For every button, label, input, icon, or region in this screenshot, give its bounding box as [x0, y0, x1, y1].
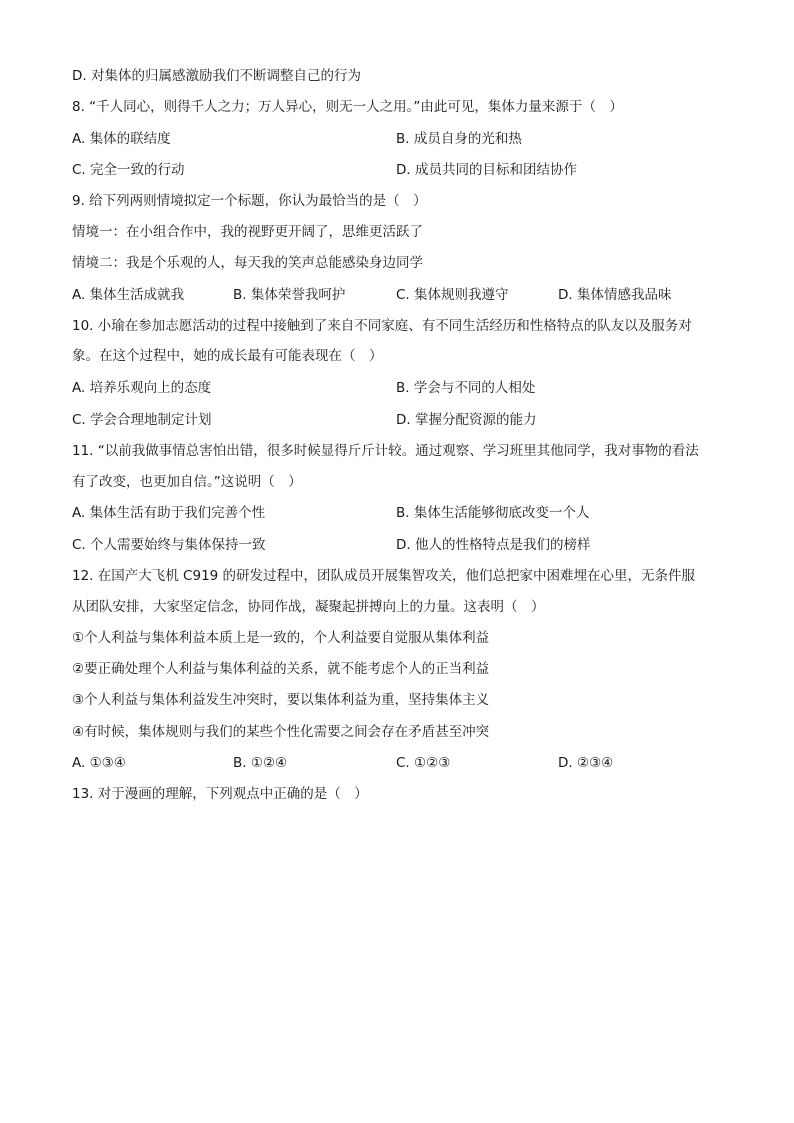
q12-statement-2: ②要正确处理个人利益与集体利益的关系，就不能考虑个人的正当利益 [72, 661, 490, 677]
q10-stem-line-2: 象。在这个过程中，她的成长最有可能表现在（ ） [72, 348, 383, 364]
q13-stem: 13. 对于漫画的理解，下列观点中正确的是（ ） [72, 786, 368, 802]
q12-option-c: C. ①②③ [396, 755, 451, 771]
q11-option-c: C. 个人需要始终与集体保持一致 [72, 537, 266, 553]
q8-option-d: D. 成员共同的目标和团结协作 [396, 162, 577, 178]
q8-option-a: A. 集体的联结度 [72, 131, 171, 147]
q9-option-d: D. 集体情感我品味 [558, 287, 672, 303]
q9-option-a: A. 集体生活成就我 [72, 287, 185, 303]
q10-option-a: A. 培养乐观向上的态度 [72, 380, 212, 396]
q12-stem-line-1: 12. 在国产大飞机 C919 的研发过程中，团队成员开展集智攻关，他们总把家中困难埋在心里，无条件服 [72, 568, 696, 584]
q9-scenario-1: 情境一：在小组合作中，我的视野更开阔了，思维更活跃了 [72, 224, 423, 240]
q12-statement-3: ③个人利益与集体利益发生冲突时，要以集体利益为重，坚持集体主义 [72, 692, 490, 708]
q12-statement-1: ①个人利益与集体利益本质上是一致的，个人利益要自觉服从集体利益 [72, 630, 490, 646]
q9-scenario-2: 情境二：我是个乐观的人，每天我的笑声总能感染身边同学 [72, 255, 423, 271]
q7-option-d: D. 对集体的归属感激励我们不断调整自己的行为 [72, 68, 361, 84]
q10-option-d: D. 掌握分配资源的能力 [396, 412, 537, 428]
q11-option-a: A. 集体生活有助于我们完善个性 [72, 505, 266, 521]
q11-stem-line-2: 有了改变，也更加自信。”这说明（ ） [72, 474, 302, 490]
q11-stem-line-1: 11. “以前我做事情总害怕出错，很多时候显得斤斤计较。通过观察、学习班里其他同学，我对事物的看法 [72, 443, 699, 459]
q12-statement-4: ④有时候，集体规则与我们的某些个性化需要之间会存在矛盾甚至冲突 [72, 724, 490, 740]
q9-stem: 9. 给下列两则情境拟定一个标题，你认为最恰当的是（ ） [72, 193, 427, 209]
q12-stem-line-2: 从团队安排，大家坚定信念，协同作战，凝聚起拼搏向上的力量。这表明（ ） [72, 599, 545, 615]
q8-stem: 8. “千人同心，则得千人之力；万人异心，则无一人之用。”由此可见，集体力量来源于（ ） [72, 99, 623, 115]
q8-option-c: C. 完全一致的行动 [72, 162, 185, 178]
q10-stem-line-1: 10. 小瑜在参加志愿活动的过程中接触到了来自不同家庭、有不同生活经历和性格特点的队友以及服务对 [72, 318, 692, 334]
q11-option-d: D. 他人的性格特点是我们的榜样 [396, 537, 591, 553]
q10-option-b: B. 学会与不同的人相处 [396, 380, 536, 396]
q11-option-b: B. 集体生活能够彻底改变一个人 [396, 505, 590, 521]
q9-option-b: B. 集体荣誉我呵护 [233, 287, 346, 303]
q12-option-b: B. ①②④ [233, 755, 288, 771]
q12-option-d: D. ②③④ [558, 755, 614, 771]
q10-option-c: C. 学会合理地制定计划 [72, 412, 212, 428]
q8-option-b: B. 成员自身的光和热 [396, 131, 522, 147]
q12-option-a: A. ①③④ [72, 755, 126, 771]
q9-option-c: C. 集体规则我遵守 [396, 287, 509, 303]
